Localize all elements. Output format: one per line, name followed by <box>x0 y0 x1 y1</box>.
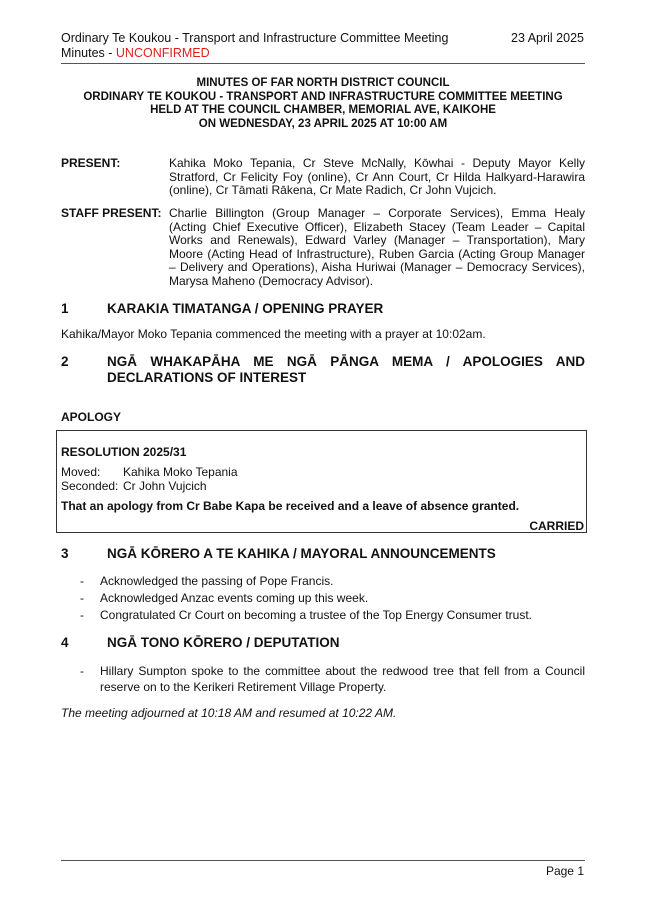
section-2-number: 2 <box>61 354 69 369</box>
section-4-title: NGĀ TONO KŌRERO / DEPUTATION <box>107 635 340 650</box>
bullet-dash: - <box>80 664 84 678</box>
present-label: PRESENT: <box>61 156 121 170</box>
section-3-title: NGĀ KŌRERO A TE KAHIKA / MAYORAL ANNOUNCEMENTS <box>107 546 496 561</box>
moved-label: Moved: <box>61 465 101 479</box>
apology-subheading: APOLOGY <box>61 410 122 424</box>
staff-present-label: STAFF PRESENT: <box>61 206 162 220</box>
resolution-heading: RESOLUTION 2025/31 <box>61 445 187 459</box>
section-2-title: NGĀ WHAKAPĀHA ME NGĀ PĀNGA MEMA / APOLOGIES AND DECLARATIONS OF INTEREST <box>107 354 585 385</box>
header-divider <box>61 63 585 64</box>
seconded-label: Seconded: <box>61 479 119 493</box>
bullet-dash: - <box>80 608 84 622</box>
adjournment-note: The meeting adjourned at 10:18 AM and resumed at 10:22 AM. <box>61 706 397 720</box>
page-number: Page 1 <box>545 864 584 878</box>
list-item-text: Congratulated Cr Court on becoming a trustee of the Top Energy Consumer trust. <box>100 608 533 622</box>
deputation-list <box>80 663 585 695</box>
header-meeting-title: Ordinary Te Koukou - Transport and Infrastructure Committee Meeting <box>61 31 449 45</box>
header-date: 23 April 2025 <box>511 31 584 45</box>
mayoral-announcements-list <box>80 573 585 624</box>
section-4-number: 4 <box>61 635 69 650</box>
resolution-result: CARRIED <box>529 519 584 533</box>
footer-divider <box>61 860 585 861</box>
section-3-number: 3 <box>61 546 69 561</box>
document-title <box>61 77 585 131</box>
list-item-text: Acknowledged the passing of Pope Francis. <box>100 574 334 588</box>
title-line-3: HELD AT THE COUNCIL CHAMBER, MEMORIAL AVE, KAIKOHE <box>150 104 496 116</box>
list-item <box>80 663 585 695</box>
bullet-dash: - <box>80 574 84 588</box>
bullet-dash: - <box>80 591 84 605</box>
list-item <box>80 607 585 624</box>
title-line-2: ORDINARY TE KOUKOU - TRANSPORT AND INFRASTRUCTURE COMMITTEE MEETING <box>83 90 563 103</box>
title-line-1: MINUTES OF FAR NORTH DISTRICT COUNCIL <box>196 77 450 89</box>
list-item <box>80 590 585 607</box>
moved-value: Kahika Moko Tepania <box>123 465 238 479</box>
present-list: Kahika Moko Tepania, Cr Steve McNally, Kōwhai - Deputy Mayor Kelly Stratford, Cr Felicity Foy (online), Cr Ann Court, Cr Hilda Halkyard-Harawira (online), Cr Tāmati Rākena, Cr Mate Radich, Cr John Vujcich. <box>169 156 585 198</box>
header-minutes-prefix: Minutes - <box>61 46 116 60</box>
resolution-motion: That an apology from Cr Babe Kapa be received and a leave of absence granted. <box>61 499 520 513</box>
list-item <box>80 573 585 590</box>
list-item-text: Hillary Sumpton spoke to the committee about the redwood tree that fell from a Council reserve on to the Kerikeri Retirement Village Property. <box>100 664 585 694</box>
staff-present-list: Charlie Billington (Group Manager – Corporate Services), Emma Healy (Acting Chief Executive Officer), Elizabeth Stacey (Team Leader – Capital Works and Renewals), Edward Varley (Manager – Transportation), Mary Moore (Acting Head of Infrastructure), Ruben Garcia (Acting Group Manager – Delivery and Operations), Aisha Huriwai (Manager – Democracy Services), Marysa Maheno (Democracy Advisor). <box>169 206 585 288</box>
section-1-number: 1 <box>61 301 69 316</box>
section-1-title: KARAKIA TIMATANGA / OPENING PRAYER <box>107 301 384 316</box>
unconfirmed-status: UNCONFIRMED <box>115 46 210 60</box>
running-header <box>61 31 448 61</box>
title-line-4: ON WEDNESDAY, 23 APRIL 2025 AT 10:00 AM <box>198 117 448 130</box>
section-1-body: Kahika/Mayor Moko Tepania commenced the meeting with a prayer at 10:02am. <box>61 327 486 341</box>
header-minutes-status <box>61 46 448 61</box>
list-item-text: Acknowledged Anzac events coming up this week. <box>100 591 369 605</box>
seconded-value: Cr John Vujcich <box>123 479 207 493</box>
